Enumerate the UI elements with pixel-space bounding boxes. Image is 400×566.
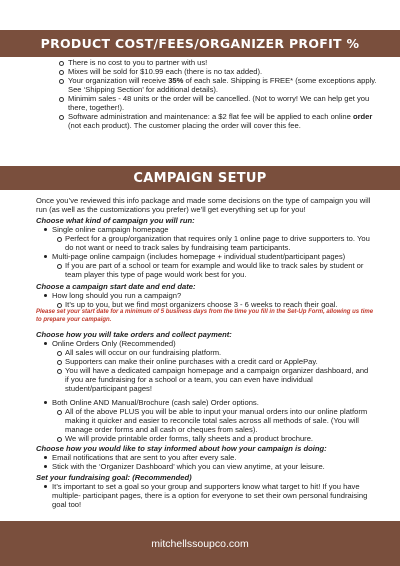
section-title-campaign-setup-text: CAMPAIGN SETUP xyxy=(133,170,267,186)
question-heading: Choose how you would like to stay informed about how your campaign is doing: xyxy=(36,444,327,453)
list-item: You will have a dedicated campaign homepage and a campaign organizer dashboard, and if you are fundraising for a school or a team, you can even have individual student/participant pages! xyxy=(65,366,374,393)
section-title-costs xyxy=(0,30,400,57)
list-item: It’s up to you, but we find most organizers choose 3 - 6 weeks to reach their goal. xyxy=(65,300,374,309)
list-item: All sales will occur on our fundraising platform. xyxy=(65,348,374,357)
list-item: Online Orders Only (Recommended) All sales will occur on our fundraising platform. Supporters can make their online purchases with a credit card or ApplePay. You will have a dedicated campaign homepage and a campaign organizer dashboard, and if you are fundraising for a school or a team, you can even have individual student/participant pages! xyxy=(52,339,374,393)
order-method-options xyxy=(36,339,374,443)
list-item: We will provide printable order forms, tally sheets and a product brochure. xyxy=(65,434,374,443)
question-heading: Choose how you will take orders and collect payment: xyxy=(36,330,232,339)
intro-paragraph: Once you’ve reviewed this info package and made some decisions on the type of campaign you will run (as well as the customizations you prefer) we’ll get everything set up for you! xyxy=(36,196,371,214)
footer-website-link[interactable]: mitchellssoupco.com xyxy=(151,537,249,550)
list-item: All of the above PLUS you will be able to input your manual orders into our online platform making it quicker and easier to reconcile total sales across all methods of sale. (You will manage order forms and all cash or cheques from sales). xyxy=(65,407,374,434)
start-date-note: Please set your start date for a minimum of 5 business days from the time you fill in the Set-Up Form, allowing us time to prepare your campaign. xyxy=(36,309,374,323)
campaign-type-options xyxy=(36,225,374,279)
list-item: How long should you run a campaign? It’s up to you, but we find most organizers choose 3 - 6 weeks to reach their goal. xyxy=(52,291,374,309)
question-heading: Set your fundraising goal: (Recommended) xyxy=(36,473,192,482)
list-item: Perfect for a group/organization that requires only 1 online page to drive supporters to. You do not want or need to track sales by fundraising team participants. xyxy=(65,234,374,252)
list-item: Mixes will be sold for $10.99 each (there is no tax added). xyxy=(68,67,378,76)
goal-options xyxy=(36,482,374,509)
list-item: If you are part of a school or team for example and would like to track sales by student or team player this type of page would work best for you. xyxy=(65,261,374,279)
costs-list-block xyxy=(56,58,378,130)
campaign-setup-content xyxy=(36,196,374,509)
list-item: Minimim sales - 48 units or the order will be cancelled. (Not to worry! We can help get you there, together!). xyxy=(68,94,378,112)
notification-options xyxy=(36,453,374,471)
list-item: Multi-page online campaign (includes homepage + individual student/participant pages) If you are part of a school or team for example and would like to track sales by student or team player this type of page would work best for you. xyxy=(52,252,374,279)
campaign-dates-options xyxy=(36,291,374,309)
list-item: Single online campaign homepage Perfect for a group/organization that requires only 1 online page to drive supporters to. You do not want or need to track sales by fundraising team participants. xyxy=(52,225,374,252)
footer-bar xyxy=(0,521,400,566)
list-item: There is no cost to you to partner with us! xyxy=(68,58,378,67)
list-item: Your organization will receive 35% of each sale. Shipping is FREE* (some exceptions apply. See ‘Shipping Section’ for additional details). xyxy=(68,76,377,94)
list-item: Email notifications that are sent to you after every sale. xyxy=(52,453,374,462)
question-heading: Choose a campaign start date and end date: xyxy=(36,282,196,291)
section-title-costs-text: PRODUCT COST/FEES/ORGANIZER PROFIT % xyxy=(40,36,360,51)
costs-list xyxy=(56,58,378,130)
list-item: Both Online AND Manual/Brochure (cash sale) Order options. All of the above PLUS you will be able to input your manual orders into our online platform making it quicker and easier to reconcile total sales across all methods of sale. (You will manage order forms and all cash or cheques from sales). We will provide printable order forms, tally sheets and a product brochure. xyxy=(52,398,374,443)
section-title-campaign-setup xyxy=(0,166,400,190)
list-item: Supporters can make their online purchases with a credit card or ApplePay. xyxy=(65,357,374,366)
list-item: It’s important to set a goal so your group and supporters know what target to hit! If you have multiple- participant pages, there is a option for everyone to set their own personal fundraising goal too! xyxy=(52,482,374,509)
list-item: Stick with the ‘Organizer Dashboard’ which you can view anytime, at your leisure. xyxy=(52,462,374,471)
question-heading: Choose what kind of campaign you will run: xyxy=(36,216,195,225)
list-item: Software administration and maintenance: a $2 flat fee will be applied to each online order (not each product). The customer placing the order will cover this fee. xyxy=(68,112,378,130)
